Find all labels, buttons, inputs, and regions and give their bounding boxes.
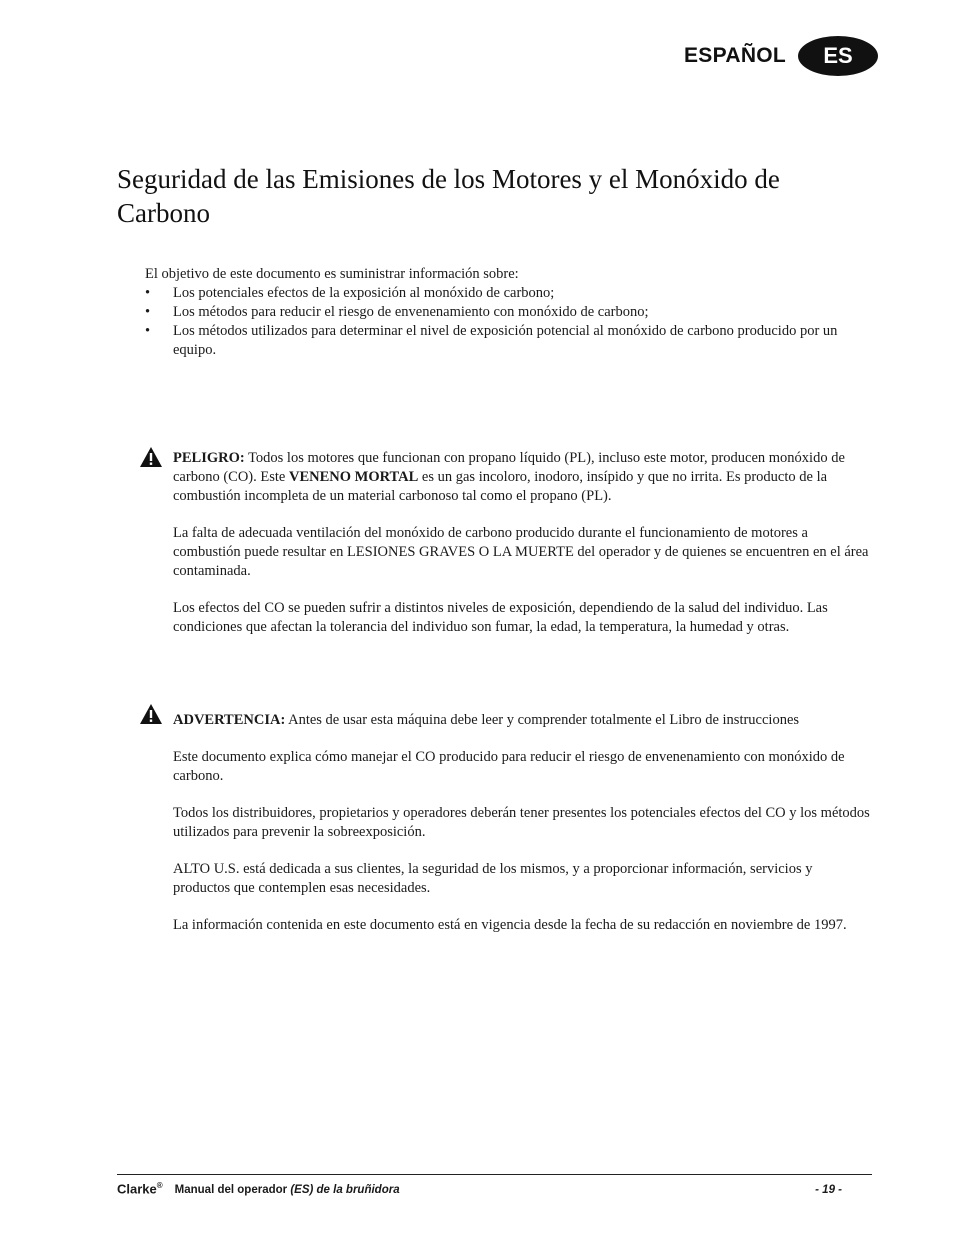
page-title: Seguridad de las Emisiones de los Motores y el Monóxido de Carbono: [117, 164, 780, 228]
danger-paragraph: Los efectos del CO se pueden sufrir a distintos niveles de exposición, dependiendo de la salud del individuo. Las condiciones que afectan la tolerancia del individuo son fumar, la edad, la temperatura, la humedad y otras.: [173, 600, 828, 635]
warning-paragraph: [173, 711, 873, 730]
danger-paragraph: [173, 449, 873, 506]
bullet-icon: •: [145, 285, 151, 301]
bullet-text: Los métodos para reducir el riesgo de envenenamiento con monóxido de carbono;: [173, 304, 649, 320]
brand-name: Clarke: [117, 1181, 157, 1197]
list-item: [145, 284, 875, 303]
footer-brand: [117, 1181, 163, 1196]
warning-paragraph: Este documento explica cómo manejar el CO producido para reducir el riesgo de envenenamiento con monóxido de carbono.: [173, 749, 845, 784]
bullet-text: Los métodos utilizados para determinar el nivel de exposición potencial al monóxido de carbono producido por un equipo.: [173, 323, 838, 358]
warning-paragraph: ALTO U.S. está dedicada a sus clientes, la seguridad de los mismos, y a proporcionar información, servicios y productos que contemplen esas necesidades.: [173, 861, 813, 896]
warning-triangle-icon: [139, 446, 163, 468]
bullet-text: Los potenciales efectos de la exposición al monóxido de carbono;: [173, 285, 555, 301]
danger-emphasis: VENENO MORTAL: [288, 469, 419, 485]
danger-text-1: Todos los motores que funcionan con propano líquido (PL), incluso este motor, producen monóxido de carbono (CO). Este: [173, 450, 845, 485]
list-item: [145, 322, 875, 360]
registered-mark: ®: [156, 1181, 163, 1190]
warning-text: Antes de usar esta máquina debe leer y comprender totalmente el Libro de instrucciones: [285, 712, 800, 728]
footer-manual-title: [175, 1184, 400, 1196]
warning-section: [173, 711, 873, 953]
page-number: - 19 -: [815, 1184, 842, 1197]
danger-label: PELIGRO:: [173, 450, 245, 466]
intro-section: [145, 265, 875, 360]
intro-bullet-list: [145, 284, 875, 360]
page-footer: [117, 1181, 872, 1196]
manual-title-prefix: Manual del operador: [174, 1184, 291, 1197]
list-item: [145, 303, 875, 322]
bullet-icon: •: [145, 304, 151, 320]
intro-lead: El objetivo de este documento es suministrar información sobre:: [145, 266, 519, 282]
manual-title-italic: (ES) de la bruñidora: [290, 1184, 400, 1197]
warning-label: ADVERTENCIA:: [173, 712, 286, 728]
danger-section: [173, 449, 873, 655]
language-header: [684, 36, 878, 76]
warning-triangle-icon: [139, 703, 163, 725]
danger-paragraph: La falta de adecuada ventilación del monóxido de carbono producido durante el funcionamiento de motores a combustión puede resultar en LESIONES GRAVES O LA MUERTE del operador y de quienes se encuentren en el área contaminada.: [173, 525, 869, 579]
footer-divider: [117, 1174, 872, 1175]
warning-paragraph: La información contenida en este documento está en vigencia desde la fecha de su redacción en noviembre de 1997.: [173, 917, 847, 933]
bullet-icon: •: [145, 323, 151, 339]
warning-paragraph: Todos los distribuidores, propietarios y operadores deberán tener presentes los potenciales efectos del CO y los métodos utilizados para prevenir la sobreexposición.: [173, 805, 870, 840]
language-label: ESPAÑOL: [684, 44, 787, 67]
danger-text-2: es un gas incoloro, inodoro, insípido y que no irrita. Es producto de la combustión incompleta de un material carbonoso tal como el propano (PL).: [173, 469, 828, 504]
language-code-badge: ES: [798, 36, 878, 76]
